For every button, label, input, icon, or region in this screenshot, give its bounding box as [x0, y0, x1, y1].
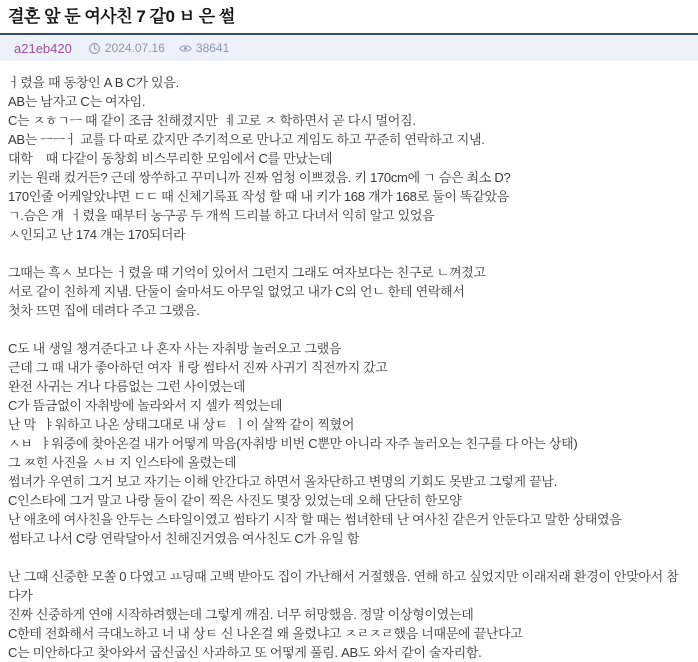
- post-line: 썸녀가 우연히 그거 보고 자기는 이해 안간다고 하면서 올차단하고 변명의 기회도 못받고 그렇게 끝남.: [8, 474, 557, 489]
- post-line: C한테 전화해서 극대노하고 너 내 상ㅌ 신 나온걸 왜 올렸냐고 ㅈㄹㅈㄹ했음 너때문에 끝난다고: [8, 626, 523, 641]
- post-paragraph: [8, 339, 688, 548]
- post-line: 대학 때 다같이 동창회 비스무리한 모임에서 C를 만났는데: [8, 151, 333, 166]
- post-line: AB는 ㅡㅡㅓ 교를 다 따로 갔지만 주기적으로 만나고 게임도 하고 꾸준히 연락하고 지냄.: [8, 132, 485, 147]
- post-line: 첫차 뜨면 집에 데려다 주고 그랬음.: [8, 303, 200, 318]
- post-line: 썸타고 나서 C랑 연락달아서 친해진거였음 여사친도 C가 유일 함: [8, 531, 360, 546]
- post-line: 난 막 ㅑ워하고 나온 상태그대로 내 상ㅌ ㅣ이 살짝 같이 찍혔어: [8, 417, 355, 432]
- post-line: 키는 원래 컸거든? 근데 쌍쑤하고 꾸미니까 진짜 엄청 이쁘졌음. 키 170cm에 ㄱ 슴은 최소 D?: [8, 170, 511, 185]
- post-line: 그 ㅉ힌 사진을 ㅅㅂ 지 인스타에 올렸는데: [8, 455, 237, 470]
- post-line: C가 뜸금없이 자취방에 놀라와서 지 셀카 찍었는데: [8, 398, 283, 413]
- post-meta-bar: [0, 33, 698, 61]
- view-count-group: [179, 41, 229, 55]
- post-paragraph: [8, 73, 688, 244]
- post-line: 서로 같이 친하게 지냄. 단둘이 술마셔도 아무일 없었고 내가 C의 언ㄴ 한테 연락해서: [8, 284, 465, 299]
- post-line: 난 그때 신중한 모쏠 0 다였고 ㅛ딩때 고백 받아도 집이 가난해서 거절했음. 연해 하고 싶었지만 이래저래 환경이 안맞아서 참다가: [8, 569, 679, 603]
- author-id[interactable]: a21eb420: [14, 40, 72, 56]
- post-line: 완전 사귀는 거나 다름없는 그런 사이였는데: [8, 379, 246, 394]
- post-line: AB는 남자고 C는 여자임.: [8, 94, 146, 109]
- post-paragraph: [8, 567, 688, 662]
- eye-icon: [179, 42, 192, 55]
- post-line: ㅅ인되고 난 174 걔는 170되더라: [8, 227, 186, 242]
- post-content: [0, 61, 698, 662]
- post-line: ㅓ렸을 때 동창인 A B C가 있음.: [8, 75, 179, 90]
- post-line: ㄱ.슴은 걔 ㅓ렸을 때부터 농구공 두 개씩 드리블 하고 다녀서 익히 알고 있었음: [8, 208, 435, 223]
- view-count: 38641: [195, 41, 230, 55]
- post-line: C도 내 생일 챙겨준다고 나 혼자 사는 자취방 놀러오고 그랬음: [8, 341, 342, 356]
- post-line: C는 ㅈㅎㄱㅡ 때 같이 조금 친해졌지만 ㅖ고로 ㅈ 학하면서 곧 다시 멀어짐.: [8, 113, 416, 128]
- post-title: 결혼 앞 둔 여사친 7 같0 ㅂ 은 썰: [8, 7, 235, 26]
- post-line: C는 미안하다고 찾아와서 굽신굽신 사과하고 또 어떻게 풀림. AB도 와서 같이 술자리함.: [8, 645, 482, 660]
- post-line: 난 애초에 여사친을 안두는 스타일이였고 썸타기 시작 할 때는 썸녀한테 난 여사친 같은거 안둔다고 말한 상태였음: [8, 512, 622, 527]
- post-line: 그때는 흑ㅅ 보다는 ㅓ렸을 때 기억이 있어서 그런지 그래도 여자보다는 친구로 ㄴ껴졌고: [8, 265, 486, 280]
- post-line: C인스타에 그거 말고 나랑 둘이 같이 찍은 사진도 몇장 있었는데 오해 단단히 한모양: [8, 493, 462, 508]
- post-line: 근데 그 때 내가 좋아하던 여자 ㅐ랑 썸타서 진짜 사귀기 직전까지 갔고: [8, 360, 388, 375]
- post-date: 2024.07.16: [104, 41, 165, 55]
- clock-icon: [88, 42, 101, 55]
- post-line: 170인줄 어케알았냐면 ㄷㄷ 때 신체기록표 작성 할 때 내 키가 168 걔가 168로 둘이 똑같았음: [8, 189, 509, 204]
- post-date-group: [88, 41, 165, 55]
- post-line: 진짜 신중하게 연애 시작하려했는데 그렇게 깨짐. 너무 허망했음. 정말 이상형이였는데: [8, 607, 474, 622]
- post-line: ㅅㅂ ㅑ워중에 찾아온걸 내가 어떻게 막음(자취방 비번 C뿐만 아니라 자주 놀러오는 친구를 다 아는 상태): [8, 436, 578, 451]
- post-paragraph: [8, 263, 688, 320]
